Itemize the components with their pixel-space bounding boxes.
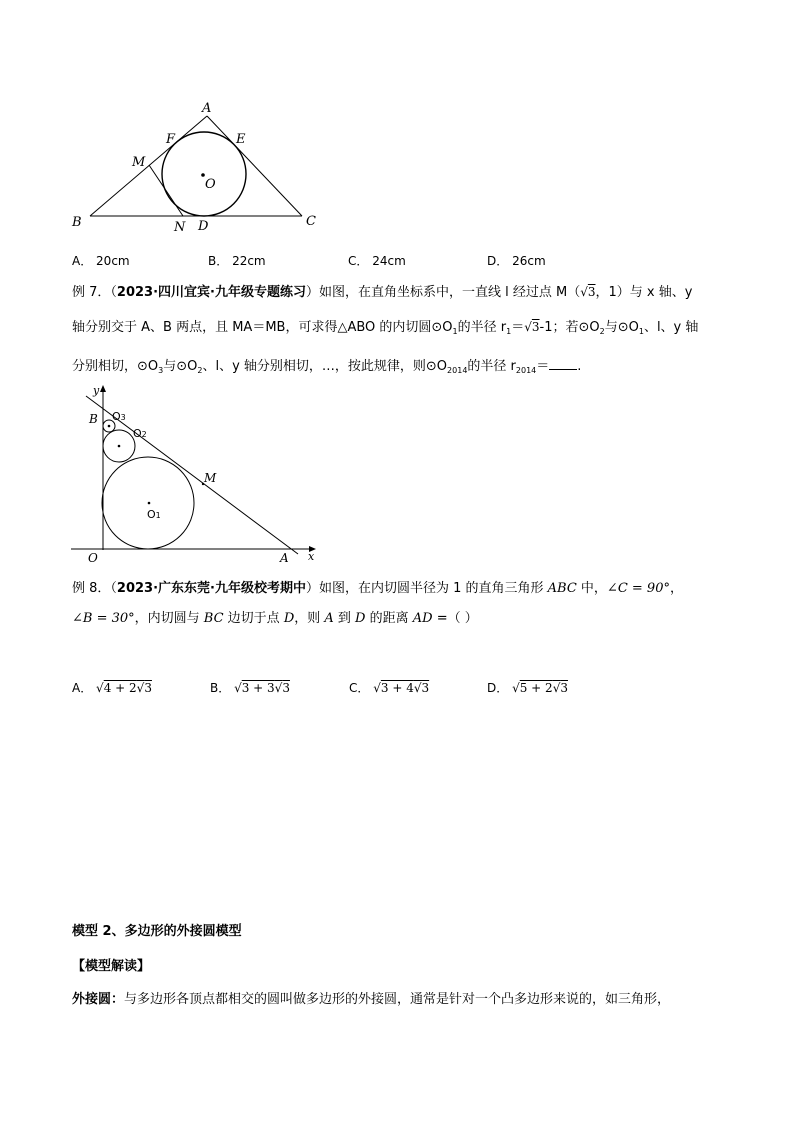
ex7-line-2: 轴分别交于 A、B 两点，且 MA＝MB，可求得△ABO 的内切圆$⊙O_1$的半径 $r_1=√3-1$；若$⊙O_2$与$⊙O_1$、l、y 轴: [72, 320, 699, 336]
label-O3: O3: [112, 410, 126, 423]
q8-option-c[interactable]: C． √3 + 4√3: [349, 681, 430, 695]
q8-option-b[interactable]: B． √3 + 3√3: [210, 681, 290, 695]
q8-option-d[interactable]: D． √5 + 2√3: [487, 681, 568, 695]
q6-option-d[interactable]: D． 26cm: [487, 254, 546, 268]
label-D: D: [198, 219, 209, 234]
ex8-source: 2023·广东东莞·九年级校考期中: [116, 581, 306, 596]
center-O3: [108, 425, 111, 428]
label-O1: O1: [147, 508, 161, 521]
q6-option-a[interactable]: A． 20cm: [72, 254, 130, 268]
label-N: N: [174, 220, 186, 235]
label-B: B: [89, 412, 98, 426]
q6-option-c[interactable]: C． 24cm: [348, 254, 406, 268]
ex7-source: 2023·四川宜宾·九年级专题练习: [116, 285, 306, 300]
label-B: B: [72, 215, 82, 230]
q6-option-b[interactable]: B． 22cm: [208, 254, 266, 268]
ex8-line-2: ∠B = 30°，内切圆与 BC 边切于点 D，则 A 到 D 的距离 AD =（ ）: [72, 611, 478, 626]
label-A: A: [202, 101, 212, 116]
ex7-line-1: 例 7．（2023·四川宜宾·九年级专题练习）如图，在直角坐标系中，一直线 l 经过点 M（√3，1）与 x 轴、y: [72, 285, 693, 300]
label-C: C: [306, 214, 316, 229]
side-AB: [90, 116, 207, 216]
label-M: M: [132, 155, 146, 170]
figure-incircle-triangle: [60, 98, 330, 238]
model2-title: 模型 2、多边形的外接圆模型: [72, 924, 242, 939]
ex8-line-1: 例 8．（2023·广东东莞·九年级校考期中）如图，在内切圆半径为 1 的直角三角形 ABC 中，∠C = 90°，: [72, 581, 683, 596]
ex7-line-3: 分别相切，$⊙O_3$与$⊙O_2$、l、y 轴分别相切，…，按此规律，则$⊙O_{2014}$的半径 $r_{2014}=$ .: [72, 359, 582, 375]
y-axis-arrow: [100, 385, 106, 392]
center-O1: [148, 502, 151, 505]
q8-option-a[interactable]: A． √4 + 2√3: [72, 681, 152, 695]
model2-description: 外接圆：与多边形各顶点都相交的圆叫做多边形的外接圆，通常是针对一个凸多边形来说的，如三角形，: [72, 992, 671, 1007]
label-F: F: [166, 132, 176, 147]
answer-blank[interactable]: [549, 357, 577, 370]
label-E: E: [236, 132, 246, 147]
label-O2: O2: [133, 427, 147, 440]
label-y: y: [93, 384, 100, 397]
label-x: x: [308, 550, 315, 563]
label-M: M: [204, 471, 217, 485]
label-A: A: [280, 551, 289, 565]
label-O: O: [88, 551, 98, 565]
figure-circle-chain: [66, 382, 328, 566]
label-O: O: [205, 177, 216, 192]
center-O2: [118, 445, 121, 448]
side-AC: [207, 116, 302, 216]
model2-section-heading: 【模型解读】: [72, 959, 151, 974]
